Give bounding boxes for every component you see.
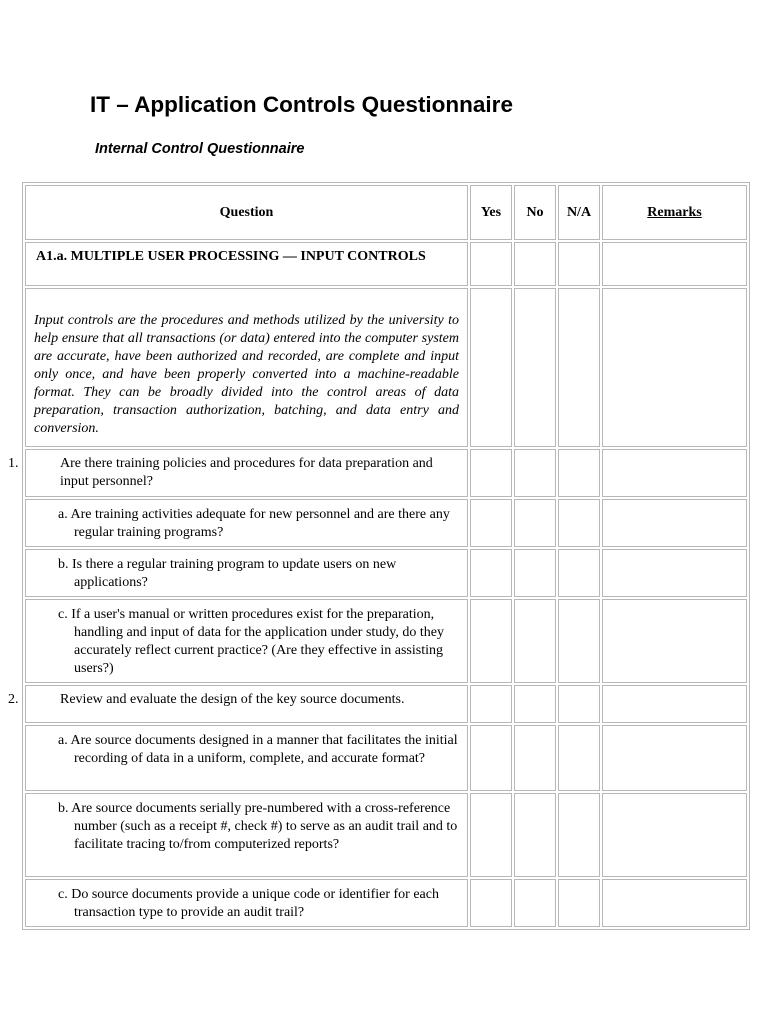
question-cell xyxy=(8,685,468,723)
no-cell[interactable] xyxy=(514,793,556,877)
no-cell[interactable] xyxy=(514,242,556,286)
na-cell[interactable] xyxy=(558,242,600,286)
no-cell[interactable] xyxy=(514,879,556,927)
na-cell[interactable] xyxy=(558,879,600,927)
na-cell[interactable] xyxy=(558,793,600,877)
question-row xyxy=(25,599,747,683)
remarks-cell[interactable] xyxy=(602,879,747,927)
no-cell[interactable] xyxy=(514,549,556,597)
header-yes: Yes xyxy=(470,185,512,240)
question-cell xyxy=(25,599,468,683)
question-text: Review and evaluate the design of the key source documents. xyxy=(60,692,405,707)
yes-cell[interactable] xyxy=(470,725,512,791)
na-cell[interactable] xyxy=(558,549,600,597)
yes-cell[interactable] xyxy=(470,288,512,447)
question-marker: a. xyxy=(58,507,68,522)
question-cell xyxy=(8,449,468,497)
question-marker: c. xyxy=(58,887,68,902)
question-cell xyxy=(25,499,468,547)
intro-row xyxy=(25,288,747,447)
question-text: If a user's manual or written procedures exist for the preparation, handling and input of data for the application under study, do they accurately reflect current practice? (Are they effective in assisting users?) xyxy=(71,607,445,676)
question-cell xyxy=(25,793,468,877)
yes-cell[interactable] xyxy=(470,499,512,547)
no-cell[interactable] xyxy=(514,725,556,791)
document-subtitle: Internal Control Questionnaire xyxy=(95,141,305,157)
remarks-cell[interactable] xyxy=(602,599,747,683)
question-cell xyxy=(25,879,468,927)
na-cell[interactable] xyxy=(558,449,600,497)
no-cell[interactable] xyxy=(514,499,556,547)
question-marker: 1. xyxy=(8,456,19,471)
question-marker: 2. xyxy=(8,692,19,707)
na-cell[interactable] xyxy=(558,499,600,547)
section-row xyxy=(25,242,747,286)
no-cell[interactable] xyxy=(514,288,556,447)
section-heading: A1.a. MULTIPLE USER PROCESSING — INPUT CONTROLS xyxy=(25,242,468,286)
yes-cell[interactable] xyxy=(470,685,512,723)
question-marker: a. xyxy=(58,733,68,748)
no-cell[interactable] xyxy=(514,449,556,497)
remarks-cell[interactable] xyxy=(602,725,747,791)
yes-cell[interactable] xyxy=(470,793,512,877)
no-cell[interactable] xyxy=(514,685,556,723)
na-cell[interactable] xyxy=(558,288,600,447)
question-text: Are there training policies and procedures for data preparation and input personnel? xyxy=(60,456,433,489)
header-na: N/A xyxy=(558,185,600,240)
document-title: IT – Application Controls Questionnaire xyxy=(90,92,513,117)
yes-cell[interactable] xyxy=(470,599,512,683)
question-row xyxy=(25,879,747,927)
header-question: Question xyxy=(25,185,468,240)
question-cell xyxy=(25,725,468,791)
header-row xyxy=(25,185,747,240)
question-marker: c. xyxy=(58,607,68,622)
question-row xyxy=(25,549,747,597)
na-cell[interactable] xyxy=(558,599,600,683)
question-row xyxy=(25,793,747,877)
questionnaire-table xyxy=(8,182,750,930)
yes-cell[interactable] xyxy=(470,242,512,286)
remarks-cell[interactable] xyxy=(602,288,747,447)
question-row xyxy=(25,685,747,723)
header-remarks: Remarks xyxy=(602,185,747,240)
header-no: No xyxy=(514,185,556,240)
yes-cell[interactable] xyxy=(470,449,512,497)
remarks-cell[interactable] xyxy=(602,685,747,723)
question-text: Are training activities adequate for new personnel and are there any regular training programs? xyxy=(70,507,450,540)
no-cell[interactable] xyxy=(514,599,556,683)
question-row xyxy=(25,449,747,497)
na-cell[interactable] xyxy=(558,685,600,723)
na-cell[interactable] xyxy=(558,725,600,791)
question-text: Do source documents provide a unique code or identifier for each transaction type to provide an audit trail? xyxy=(71,887,439,920)
question-cell xyxy=(25,549,468,597)
question-text: Are source documents serially pre-numbered with a cross-reference number (such as a receipt #, check #) to serve as an audit trail and to facilitate tracing to/from computerized reports? xyxy=(71,801,458,852)
intro-text: Input controls are the procedures and methods utilized by the university to help ensure that all transactions (or data) entered into the computer system are accurate, have been authorized and recorded, are complete and input only once, and have been properly converted into a machine-readable format. They can be broadly divided into the control areas of data preparation, transaction authorization, batching, and data entry and conversion. xyxy=(25,288,468,447)
remarks-cell[interactable] xyxy=(602,449,747,497)
question-row xyxy=(25,499,747,547)
remarks-cell[interactable] xyxy=(602,549,747,597)
question-marker: b. xyxy=(58,801,69,816)
question-marker: b. xyxy=(58,557,69,572)
question-row xyxy=(25,725,747,791)
remarks-cell[interactable] xyxy=(602,499,747,547)
yes-cell[interactable] xyxy=(470,879,512,927)
question-text: Is there a regular training program to update users on new applications? xyxy=(72,557,397,590)
yes-cell[interactable] xyxy=(470,549,512,597)
remarks-cell[interactable] xyxy=(602,242,747,286)
question-text: Are source documents designed in a manner that facilitates the initial recording of data in a uniform, complete, and accurate format? xyxy=(70,733,458,766)
remarks-cell[interactable] xyxy=(602,793,747,877)
